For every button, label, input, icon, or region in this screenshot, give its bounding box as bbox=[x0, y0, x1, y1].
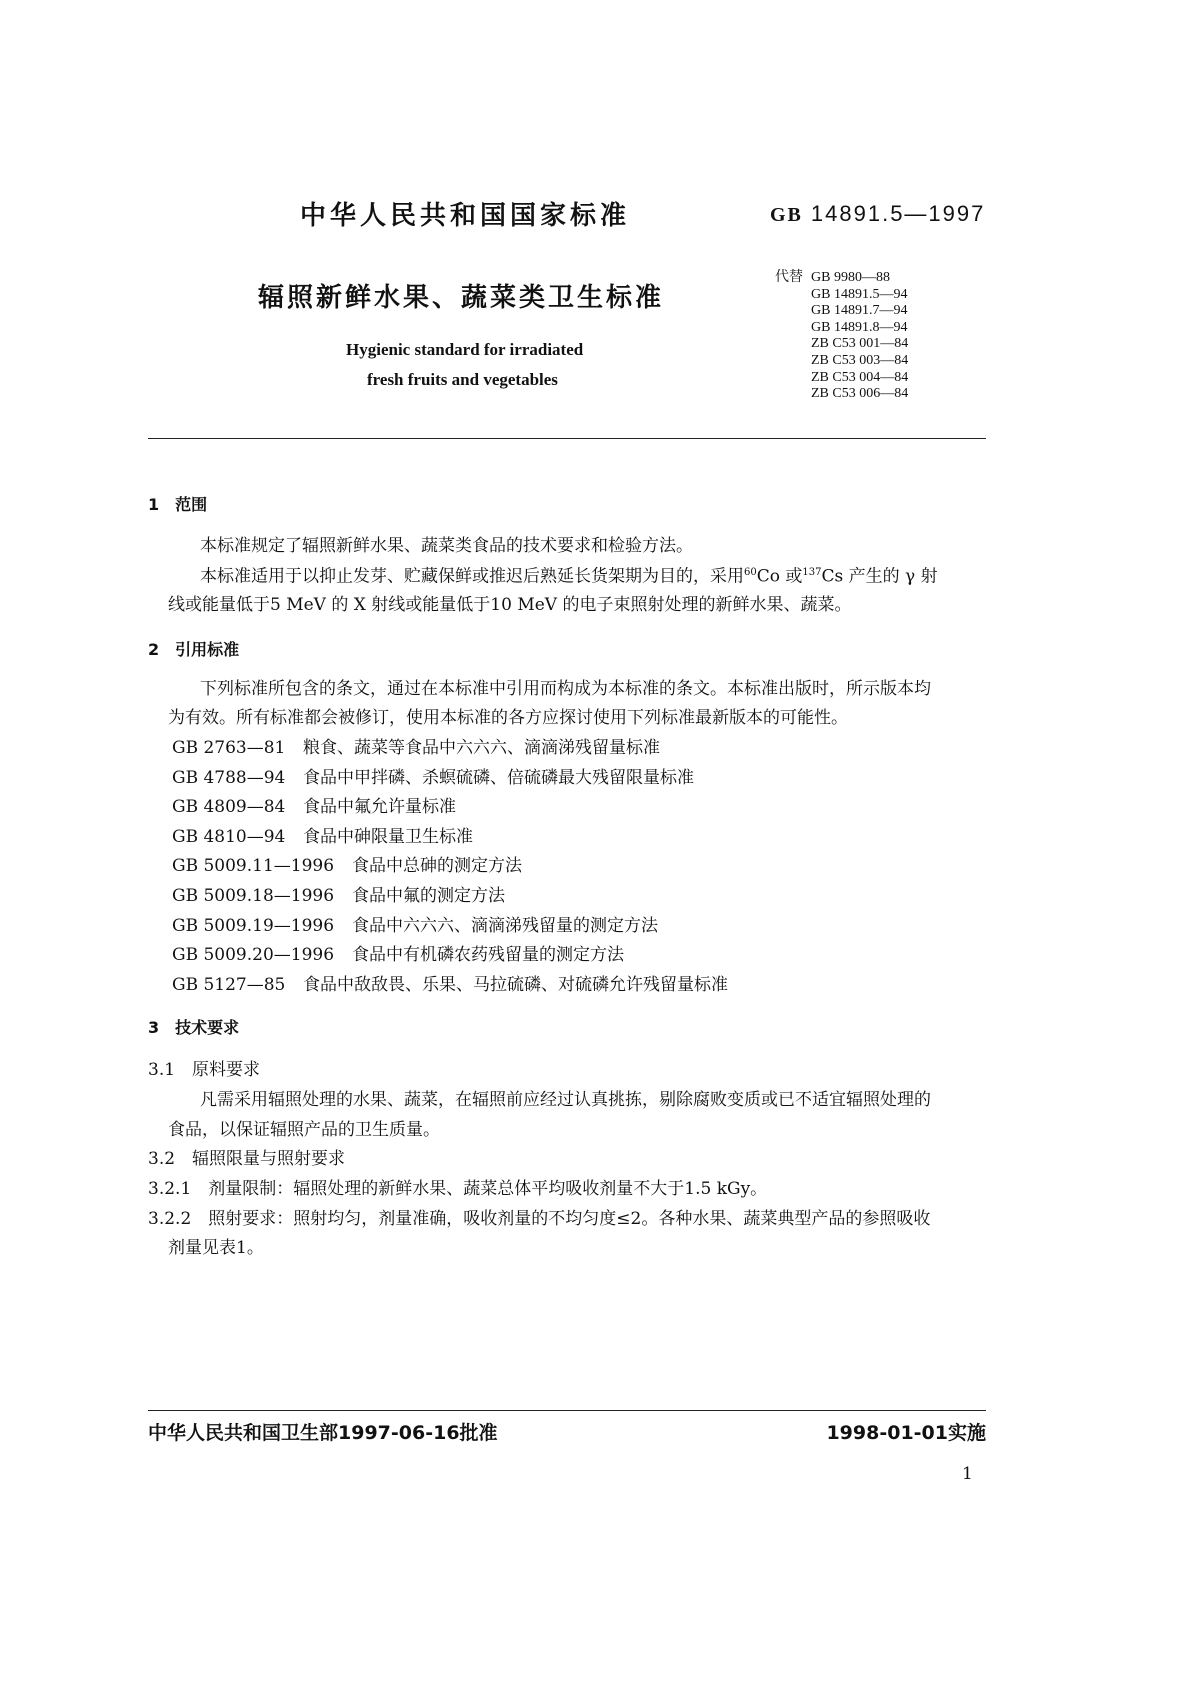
title-en-1: Hygienic standard for irradiated bbox=[346, 340, 584, 359]
reference-title: 食品中氟允许量标准 bbox=[303, 797, 456, 818]
title-en-2: fresh fruits and vegetables bbox=[367, 370, 558, 389]
reference-item bbox=[172, 888, 505, 905]
reference-code: GB 4809—84 bbox=[172, 797, 286, 818]
page-number: 1 bbox=[962, 1464, 973, 1484]
reference-item bbox=[172, 799, 456, 816]
replaced-standard: ZB C53 004—84 bbox=[811, 369, 909, 385]
reference-title: 食品中甲拌磷、杀螟硫磷、倍硫磷最大残留限量标准 bbox=[303, 767, 694, 788]
paragraph: 下列标准所包含的条文，通过在本标准中引用而构成为本标准的条文。本标准出版时，所示版本均 bbox=[200, 679, 931, 699]
section-1-title: 1 范围 bbox=[148, 495, 208, 514]
reference-item bbox=[172, 767, 694, 788]
section-2-title: 2 引用标准 bbox=[148, 640, 240, 659]
section-3-title: 3 技术要求 bbox=[148, 1018, 240, 1037]
paragraph: 本标准规定了辐照新鲜水果、蔬菜类食品的技术要求和检验方法。 bbox=[200, 536, 693, 556]
reference-item bbox=[172, 974, 728, 995]
reference-code: GB 5009.19—1996 bbox=[172, 915, 335, 936]
effective-date: 1998-01-01实施 bbox=[826, 1422, 986, 1444]
replaced-standard: GB 14891.8—94 bbox=[811, 319, 908, 335]
replaced-standard: ZB C53 003—84 bbox=[811, 352, 909, 368]
paragraph: 为有效。所有标准都会被修订，使用本标准的各方应探讨使用下列标准最新版本的可能性。 bbox=[168, 708, 848, 728]
reference-title: 食品中砷限量卫生标准 bbox=[303, 826, 473, 847]
reference-title: 食品中氟的测定方法 bbox=[352, 886, 505, 906]
reference-title: 食品中敌敌畏、乐果、马拉硫磷、对硫磷允许残留量标准 bbox=[303, 974, 728, 995]
paragraph: 线或能量低于5 MeV 的 X 射线或能量低于10 MeV 的电子束照射处理的新鲜水果、蔬菜。 bbox=[168, 595, 852, 615]
reference-item bbox=[172, 947, 624, 964]
reference-title: 粮食、蔬菜等食品中六六六、滴滴涕残留量标准 bbox=[303, 738, 660, 758]
replaced-standard: GB 14891.5—94 bbox=[811, 286, 908, 302]
reference-title: 食品中总砷的测定方法 bbox=[352, 856, 522, 877]
reference-item bbox=[172, 858, 522, 875]
reference-code: GB 5009.11—1996 bbox=[172, 856, 335, 877]
reference-code: GB 2763—81 bbox=[172, 738, 286, 758]
replaced-standard: GB 9980—88 bbox=[811, 270, 890, 285]
clause-3-2-1: 3.2.1 剂量限制：辐照处理的新鲜水果、蔬菜总体平均吸收剂量不大于1.5 kGy。 bbox=[148, 1179, 768, 1199]
reference-title: 食品中有机磷农药残留量的测定方法 bbox=[352, 945, 624, 966]
org-title: 中华人民共和国国家标准 bbox=[300, 201, 631, 231]
standard-number bbox=[770, 203, 985, 225]
std-prefix: GB bbox=[770, 204, 803, 226]
subsection-3-1-title: 3.1 原料要求 bbox=[148, 1060, 261, 1080]
subsection-3-2-title: 3.2 辐照限量与照射要求 bbox=[148, 1149, 346, 1169]
replaced-standard: ZB C53 006—84 bbox=[811, 386, 909, 402]
replaced-standard: GB 14891.7—94 bbox=[811, 303, 908, 319]
std-number: 14891.5—1997 bbox=[810, 201, 986, 226]
reference-item bbox=[172, 915, 658, 936]
replaces-block bbox=[775, 270, 909, 402]
reference-code: GB 5009.20—1996 bbox=[172, 945, 335, 966]
paragraph: 凡需采用辐照处理的水果、蔬菜，在辐照前应经过认真挑拣，剔除腐败变质或已不适宜辐照处理的 bbox=[200, 1090, 931, 1110]
replaces-list bbox=[811, 270, 908, 403]
reference-item bbox=[172, 826, 473, 847]
reference-code: GB 5009.18—1996 bbox=[172, 886, 335, 906]
paragraph: 食品，以保证辐照产品的卫生质量。 bbox=[168, 1120, 440, 1140]
paragraph: 本标准适用于以抑止发芽、贮藏保鲜或推迟后熟延长货架期为目的，采用$^{60}$Co 或$^{137}$Cs 产生的 γ 射 bbox=[200, 566, 938, 587]
reference-item bbox=[172, 740, 660, 757]
reference-code: GB 4788—94 bbox=[172, 767, 286, 788]
replaces-label: 代替 bbox=[775, 270, 803, 285]
reference-code: GB 5127—85 bbox=[172, 974, 286, 995]
replaced-standard: ZB C53 001—84 bbox=[811, 336, 909, 352]
paragraph: 剂量见表1。 bbox=[168, 1238, 264, 1258]
reference-code: GB 4810—94 bbox=[172, 826, 286, 847]
reference-title: 食品中六六六、滴滴涕残留量的测定方法 bbox=[352, 915, 658, 936]
footer-rule bbox=[148, 1410, 986, 1411]
approval-text: 中华人民共和国卫生部1997-06-16批准 bbox=[148, 1422, 498, 1444]
header-rule bbox=[148, 438, 986, 439]
clause-3-2-2: 3.2.2 照射要求：照射均匀，剂量准确，吸收剂量的不均匀度≤2。各种水果、蔬菜典型产品的参照吸收 bbox=[148, 1209, 931, 1229]
title-cn: 辐照新鲜水果、蔬菜类卫生标准 bbox=[258, 283, 665, 313]
